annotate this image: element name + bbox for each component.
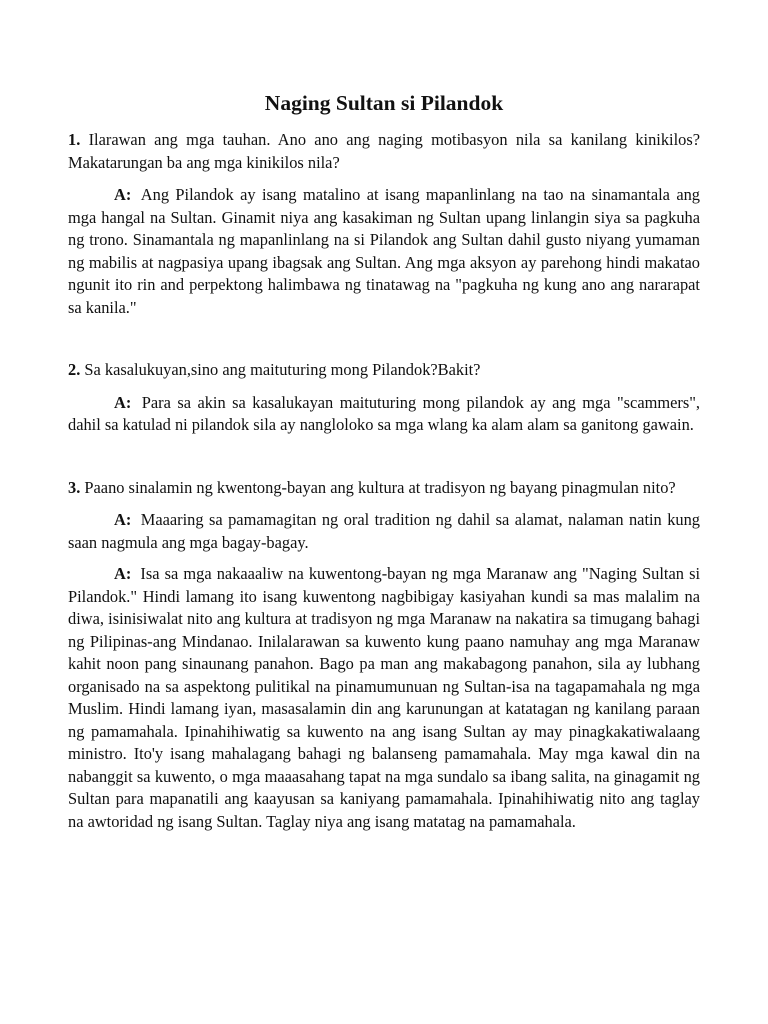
answer-text: Isa sa mga nakaaaliw na kuwentong-bayan ng mga Maranaw ang "Naging Sultan si Pilandok." Hindi lamang ito isang kuwentong nagbibigay kasiyahan kundi sa mas malalim na diwa, isinisiwalat nito ang kultura at tradisyon ng mga Maranaw na nakatira sa timugang bahagi ng Pilipinas-ang Mindanao. Inilalarawan sa kuwento kung paano namuhay ang mga Maranaw kahit noon pang sinaunang panahon. Bago pa man ang makabagong panahon, sila ay lubhang organisado na sa aspektong pulitikal na pinamumunuan ng Sultan-isa na tagapamahala ng mga Muslim. Hindi lamang iyan, masasalamin din ang karunungan at katatagan ng kanilang paraan ng pamamahala. Ipinahihiwatig sa kuwento na ang isang Sultan ay may pinagkakatiwalaang ministro. Ito'y isang mahalagang bahagi ng balanseng pamamahala. May mga kawal din na nabanggit sa kuwento, o mga maaasahang tapat na mga sundalo sa ibang salita, na ginagamit ng Sultan para mapanatili ang kaayusan sa kaniyang pamamahala. Ipinahihiwatig nito ang taglay na awtoridad ng isang Sultan. Taglay niya ang isang matatag na pamamahala. xyxy=(68,564,701,831)
answer-label: A: xyxy=(114,564,132,583)
question-3 xyxy=(68,477,700,500)
question-number: 1. xyxy=(68,130,81,149)
question-text: Sa kasalukuyan,sino ang maituturing mong Pilandok?Bakit? xyxy=(84,360,481,379)
answer-1 xyxy=(68,184,700,319)
answer-3b xyxy=(68,563,700,833)
answer-3a xyxy=(68,509,700,554)
answer-label: A: xyxy=(114,510,132,529)
question-number: 2. xyxy=(68,360,81,379)
section-gap xyxy=(68,328,700,359)
question-1 xyxy=(68,129,700,174)
document-title: Naging Sultan si Pilandok xyxy=(264,91,504,115)
document-page xyxy=(68,88,700,842)
section-gap xyxy=(68,446,700,477)
question-text: Ilarawan ang mga tauhan. Ano ano ang naging motibasyon nila sa kanilang kinikilos? Makatarungan ba ang mga kinikilos nila? xyxy=(68,130,700,172)
question-2 xyxy=(68,359,700,382)
answer-label: A: xyxy=(114,185,132,204)
answer-text: Maaaring sa pamamagitan ng oral tradition ng dahil sa alamat, nalaman natin kung saan nagmula ang mga bagay-bagay. xyxy=(68,510,700,552)
answer-text: Ang Pilandok ay isang matalino at isang mapanlinlang na tao na sinamantala ang mga hangal na Sultan. Ginamit niya ang kasakiman ng Sultan upang linlangin siya sa pagkuha ng trono. Sinamantala ng mapanlinlang na si Pilandok ang Sultan dahil gusto niyang yumaman ng mabilis at nagpasiya upang ibagsak ang Sultan. Ang mga aksyon ay parehong hindi makatao ngunit ito rin and perpektong halimbawa ng tinatawag na "pagkuha ng kung ano ang nararapat sa kanila." xyxy=(68,185,700,317)
answer-text: Para sa akin sa kasalukayan maituturing mong pilandok ay ang mga "scammers", dahil sa katulad ni pilandok sila ay nangloloko sa mga wlang ka alam alam sa ganitong gawain. xyxy=(68,392,700,434)
answer-2 xyxy=(68,392,700,437)
answer-label: A: xyxy=(114,392,132,412)
question-text: Paano sinalamin ng kwentong-bayan ang kultura at tradisyon ng bayang pinagmulan nito? xyxy=(84,477,676,497)
question-number: 3. xyxy=(68,477,81,497)
